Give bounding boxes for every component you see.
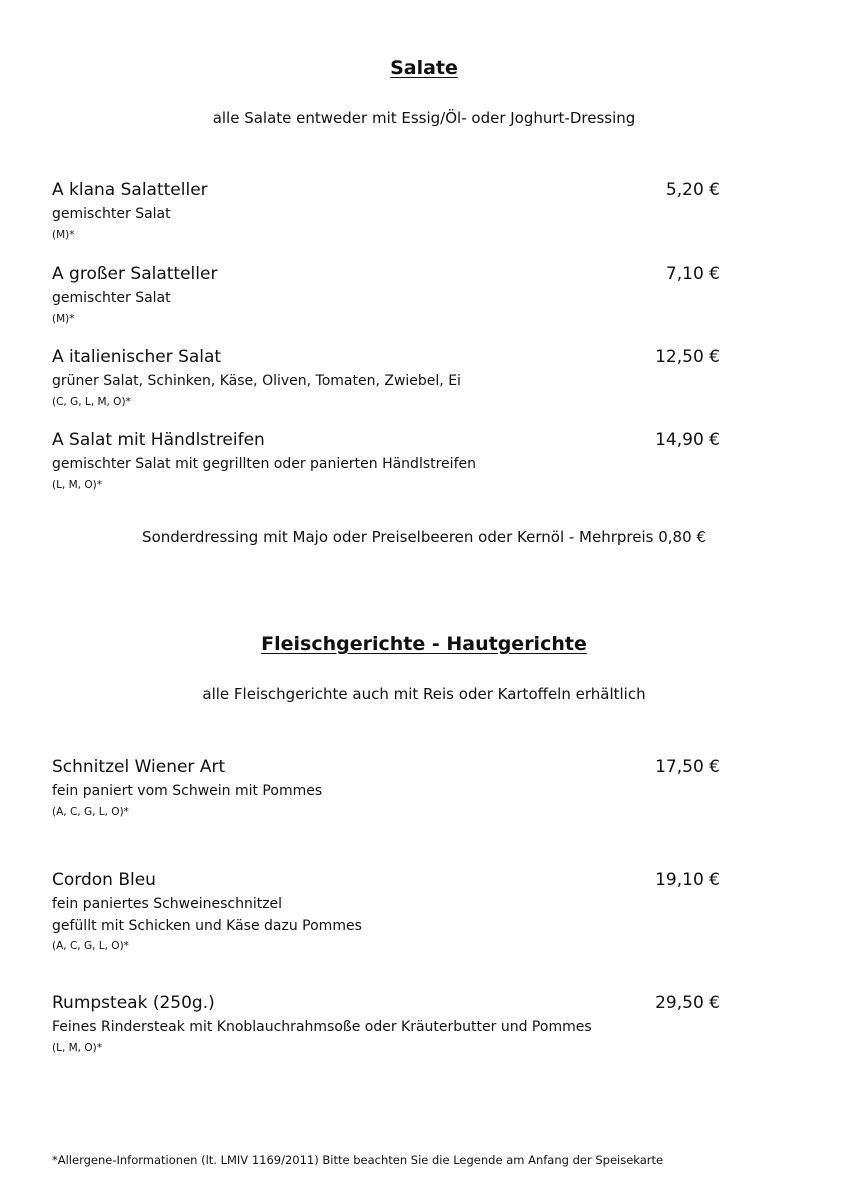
item-price: 5,20 € [665, 180, 720, 200]
item-price: 17,50 € [655, 757, 720, 777]
allergen-footnote: *Allergene-Informationen (lt. LMIV 1169/2011) Bitte beachten Sie die Legende am Anfang der Speisekarte [52, 1153, 664, 1167]
salads-title: Salate [390, 57, 458, 79]
item-name: Schnitzel Wiener Art [52, 757, 226, 777]
item-allergens: (M)* [52, 229, 75, 241]
item-name: Cordon Bleu [52, 870, 156, 890]
item-price: 7,10 € [665, 264, 720, 284]
item-price: 19,10 € [655, 870, 720, 890]
meat-subtitle: alle Fleischgerichte auch mit Reis oder Kartoffeln erhältlich [202, 685, 646, 703]
item-allergens: (A, C, G, L, O)* [52, 806, 129, 818]
item-description: gemischter Salat [52, 290, 171, 306]
item-description: Feines Rindersteak mit Knoblauchrahmsoße oder Kräuterbutter und Pommes [52, 1019, 592, 1035]
item-allergens: (L, M, O)* [52, 479, 102, 491]
item-allergens: (M)* [52, 313, 75, 325]
item-allergens: (C, G, L, M, O)* [52, 396, 131, 408]
item-price: 12,50 € [655, 347, 720, 367]
item-name: A italienischer Salat [52, 347, 222, 367]
item-description: gemischter Salat mit gegrillten oder panierten Händlstreifen [52, 456, 476, 472]
item-name: A Salat mit Händlstreifen [52, 430, 265, 450]
item-description: gefüllt mit Schicken und Käse dazu Pommes [52, 918, 362, 934]
item-allergens: (A, C, G, L, O)* [52, 940, 129, 952]
item-price: 29,50 € [655, 993, 720, 1013]
item-description: gemischter Salat [52, 206, 171, 222]
item-description: fein paniertes Schweineschnitzel [52, 896, 283, 912]
dressing-note: Sonderdressing mit Majo oder Preiselbeeren oder Kernöl - Mehrpreis 0,80 € [142, 528, 706, 546]
item-description: fein paniert vom Schwein mit Pommes [52, 783, 323, 799]
item-allergens: (L, M, O)* [52, 1042, 102, 1054]
salads-subtitle: alle Salate entweder mit Essig/Öl- oder Joghurt-Dressing [212, 109, 636, 127]
meat-title: Fleischgerichte - Hautgerichte [261, 633, 587, 655]
item-name: Rumpsteak (250g.) [52, 993, 215, 1013]
item-description: grüner Salat, Schinken, Käse, Oliven, Tomaten, Zwiebel, Ei [52, 373, 461, 389]
item-price: 14,90 € [655, 430, 720, 450]
item-name: A klana Salatteller [52, 180, 208, 200]
item-name: A großer Salatteller [52, 264, 218, 284]
